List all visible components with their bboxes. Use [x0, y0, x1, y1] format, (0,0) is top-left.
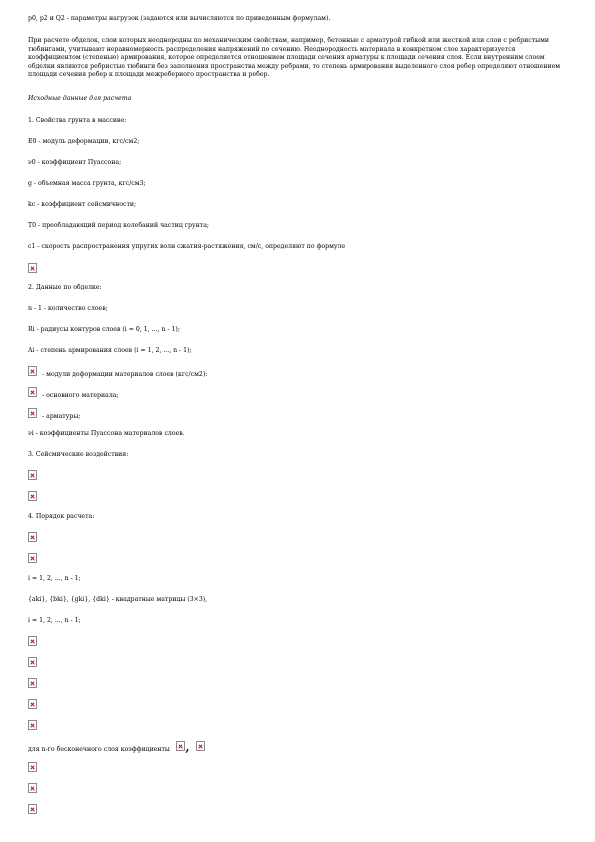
text-e0: E0 - модуль деформации, кгс/см2;	[28, 137, 140, 145]
text-vi: νi - коэффициенты Пуассона материалов слоев.	[28, 429, 185, 437]
broken-image-calc-8	[28, 761, 568, 772]
broken-image-calc-6	[28, 698, 568, 709]
broken-image-icon	[28, 491, 37, 501]
text-ri: Ri - радиусы контуров слоев (i = 0, 1, ..., n - 1);	[28, 325, 180, 333]
text-n: n - 1 - количество слоев;	[28, 304, 108, 312]
row-base-material	[28, 386, 568, 397]
broken-image-formula	[28, 262, 568, 273]
broken-image-calc-7	[28, 719, 568, 730]
broken-image-icon	[28, 783, 37, 793]
text-ai: Ai - степень армирования слоев (i = 1, 2, ..., n - 1);	[28, 346, 192, 354]
text-base-material: - основного материала;	[42, 391, 119, 399]
broken-image-icon	[28, 387, 37, 397]
broken-image-icon	[28, 263, 37, 273]
broken-image-icon	[28, 804, 37, 814]
broken-image-icon	[28, 408, 37, 418]
broken-image-icon	[28, 636, 37, 646]
broken-image-seismic-1	[28, 469, 568, 480]
document-page	[28, 14, 568, 814]
broken-image-icon	[28, 720, 37, 730]
row-moduli	[28, 365, 568, 376]
broken-image-icon	[28, 657, 37, 667]
broken-image-calc-3	[28, 635, 568, 646]
broken-image-calc-10	[28, 803, 568, 814]
text-last-layer: для n-го бесконечного слоя коэффициенты	[28, 745, 170, 753]
text-kc: kc - коэффициент сейсмичности;	[28, 200, 137, 208]
broken-image-icon	[28, 553, 37, 563]
text-i-range-2: i = 1, 2, ..., n - 1;	[28, 616, 81, 624]
text-i-range-1: i = 1, 2, ..., n - 1;	[28, 574, 81, 582]
broken-image-icon	[28, 366, 37, 376]
broken-image-calc-4	[28, 656, 568, 667]
text-intro-paragraph: При расчете обделок, слои которых неоднородны по механическим свойствам, например, бетонные с арматурой гибкой или жесткой или слои с ребристыми тюбингами, учитывают неравномерность распределения напряжений по сечению. Неоднородность материала в конкретном слое характеризуется коэффициентом (степенью) армирования, которое определяется отношением площади сечения арматуры к площади сечения слоя. Если внутренним слоем обделки являются ребристые тюбинги без заполнения пространства между ребрами, то степень армирования выделенного слоя ребер определяют отношением площади сечения ребер к площади межреберного пространства и ребер.	[28, 37, 561, 79]
text-matrices: {aki}, {bki}, {gki}, {dki} - квадратные матрицы (3×3),	[28, 595, 208, 603]
row-armature	[28, 407, 568, 418]
broken-image-icon	[28, 762, 37, 772]
text-t0: T0 - преобладающий период колебаний частиц грунта;	[28, 221, 209, 229]
broken-image-calc-5	[28, 677, 568, 688]
row-last-layer: для n-го бесконечного слоя коэффициенты ,	[28, 740, 568, 751]
broken-image-icon	[176, 741, 185, 751]
text-moduli: - модули деформации материалов слоев (кгс/см2):	[42, 370, 208, 378]
broken-image-calc-9	[28, 782, 568, 793]
text-g: g - объемная масса грунта, кгс/см3;	[28, 179, 146, 187]
section-3-title: 3. Сейсмические воздействия:	[28, 450, 129, 458]
text-c1: c1 - скорость распространения упругих волн сжатия-растяжения, см/с, определяют по формуле	[28, 242, 346, 250]
broken-image-icon	[28, 678, 37, 688]
section-4-title: 4. Порядок расчета:	[28, 512, 95, 520]
broken-image-icon	[28, 532, 37, 542]
broken-image-icon	[28, 470, 37, 480]
broken-image-icon	[196, 741, 205, 751]
section-1-title: 1. Свойства грунта в массиве:	[28, 116, 127, 124]
broken-image-calc-1	[28, 531, 568, 542]
text-load-params: p0, p2 и Q2 - параметры нагрузок (задаются или вычисляются по приведенным формулам).	[28, 15, 331, 22]
text-v0: ν0 - коэффициент Пуассона;	[28, 158, 122, 166]
section-2-title: 2. Данные по обделке:	[28, 283, 102, 291]
broken-image-calc-2	[28, 552, 568, 563]
text-armature: - арматуры;	[42, 412, 81, 420]
broken-image-icon	[28, 699, 37, 709]
broken-image-seismic-2	[28, 490, 568, 501]
heading-input-data: Исходные данные для расчета	[28, 94, 132, 102]
